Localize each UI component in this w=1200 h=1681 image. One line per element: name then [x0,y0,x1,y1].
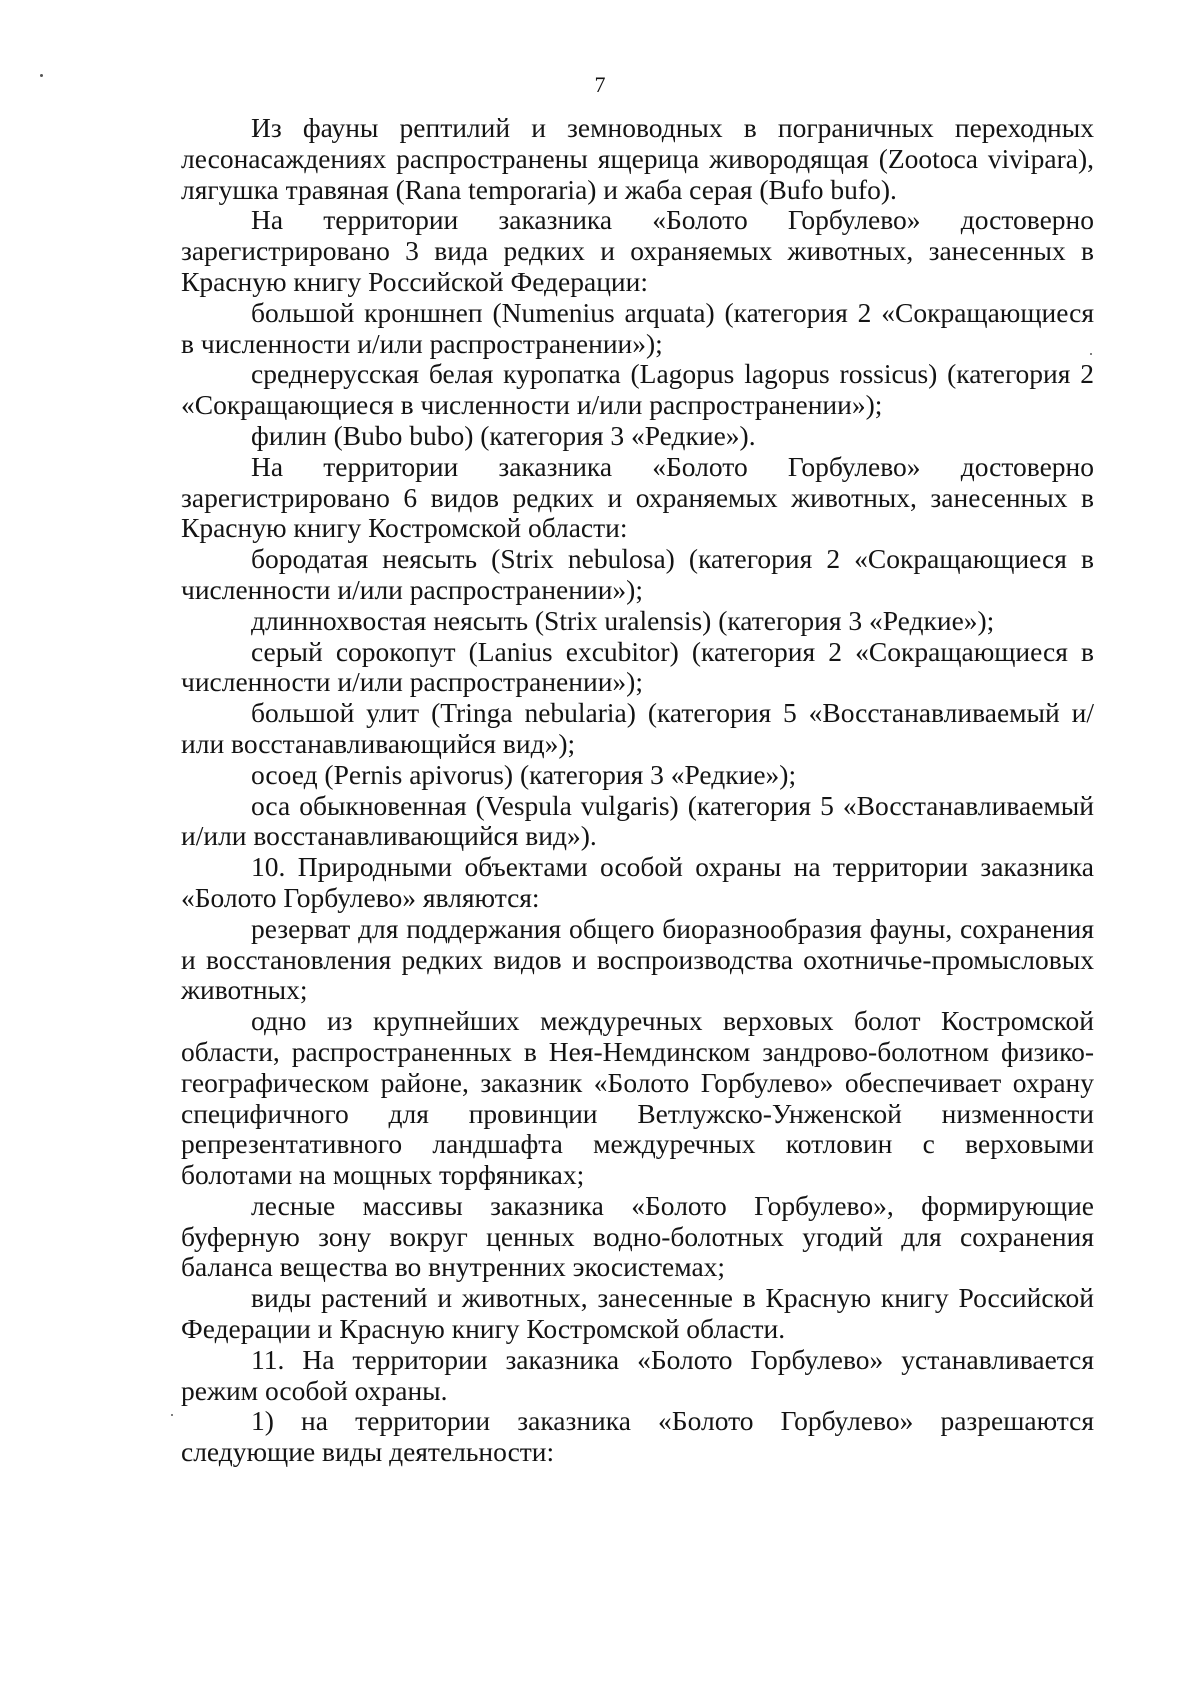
subsection-1-heading: 1) на территории заказника «Болото Горбулево» разрешаются следующие виды деятельности: [181,1405,1094,1468]
list-item-bog: одно из крупнейших междуречных верховых болот Костромской области, распространенных в Нея-Немдинском зандрово-болотном физико-географическом районе, заказник «Болото Горбулево» обеспечивает охрану специфичного для провинции Ветлужско-Унженской низменности репрезентативного ландшафта междуречных котловин с верховыми болотами на мощных торфяниках; [181,1005,1094,1191]
document-body [181,113,1094,1468]
section-10-heading: 10. Природными объектами особой охраны на территории заказника «Болото Горбулево» являются: [181,851,1094,913]
list-item-strix-nebulosa: бородатая неясыть (Strix nebulosa) (категория 2 «Сокращающиеся в численности и/или распространении»); [181,543,1094,605]
section-11-heading: 11. На территории заказника «Болото Горбулево» устанавливается режим особой охраны. [181,1343,1094,1406]
page-number: 7 [594,72,606,97]
list-item-forests: лесные массивы заказника «Болото Горбулево», формирующие буферную зону вокруг ценных водно-болотных угодий для сохранения баланса вещества во внутренних экосистемах; [181,1189,1094,1283]
list-item-tringa: большой улит (Tringa nebularia) (категория 5 «Восстанавливаемый и/или восстанавливающийся вид»); [181,697,1094,759]
list-item-reserve: резерват для поддержания общего биоразнообразия фауны, сохранения и восстановления редких видов и воспроизводства охотничье-промысловых животных; [181,912,1094,1006]
list-item-lagopus: среднерусская белая куропатка (Lagopus lagopus rossicus) (категория 2 «Сокращающиеся в численности и/или распространении»); [181,358,1094,421]
list-item-pernis: осоед (Pernis apivorus) (категория 3 «Редкие»); [251,758,797,790]
list-item-numenius: большой кроншнеп (Numenius arquata) (категория 2 «Сокращающиеся в численности и/или распространении»); [181,296,1094,359]
paragraph-reptiles-amphibians: Из фауны рептилий и земноводных в пограничных переходных лесонасаждениях распространены ящерица живородящая (Zootoca vivipara), лягушка травяная (Rana temporaria) и жаба серая (Bufo bufo). [181,112,1094,205]
scan-speck [171,1414,173,1416]
list-item-bubo: филин (Bubo bubo) (категория 3 «Редкие»). [251,419,756,451]
list-item-vespula: оса обыкновенная (Vespula vulgaris) (категория 5 «Восстанавливаемый и/или восстанавливающийся вид»). [181,789,1094,852]
list-item-lanius: серый сорокопут (Lanius excubitor) (категория 2 «Сокращающиеся в численности и/или распространении»); [181,635,1094,698]
list-item-strix-uralensis: длиннохвостая неясыть (Strix uralensis) (категория 3 «Редкие»); [251,604,995,636]
paragraph-regional-red-book-intro: На территории заказника «Болото Горбулево» достоверно зарегистрировано 6 видов редких и охраняемых животных, занесенных в Красную книгу Костромской области: [181,450,1094,544]
list-item-species: виды растений и животных, занесенные в Красную книгу Российской Федерации и Красную книгу Костромской области. [181,1282,1094,1345]
paragraph-rf-red-book-intro: На территории заказника «Болото Горбулево» достоверно зарегистрировано 3 вида редких и охраняемых животных, занесенных в Красную книгу Российской Федерации: [181,204,1094,297]
